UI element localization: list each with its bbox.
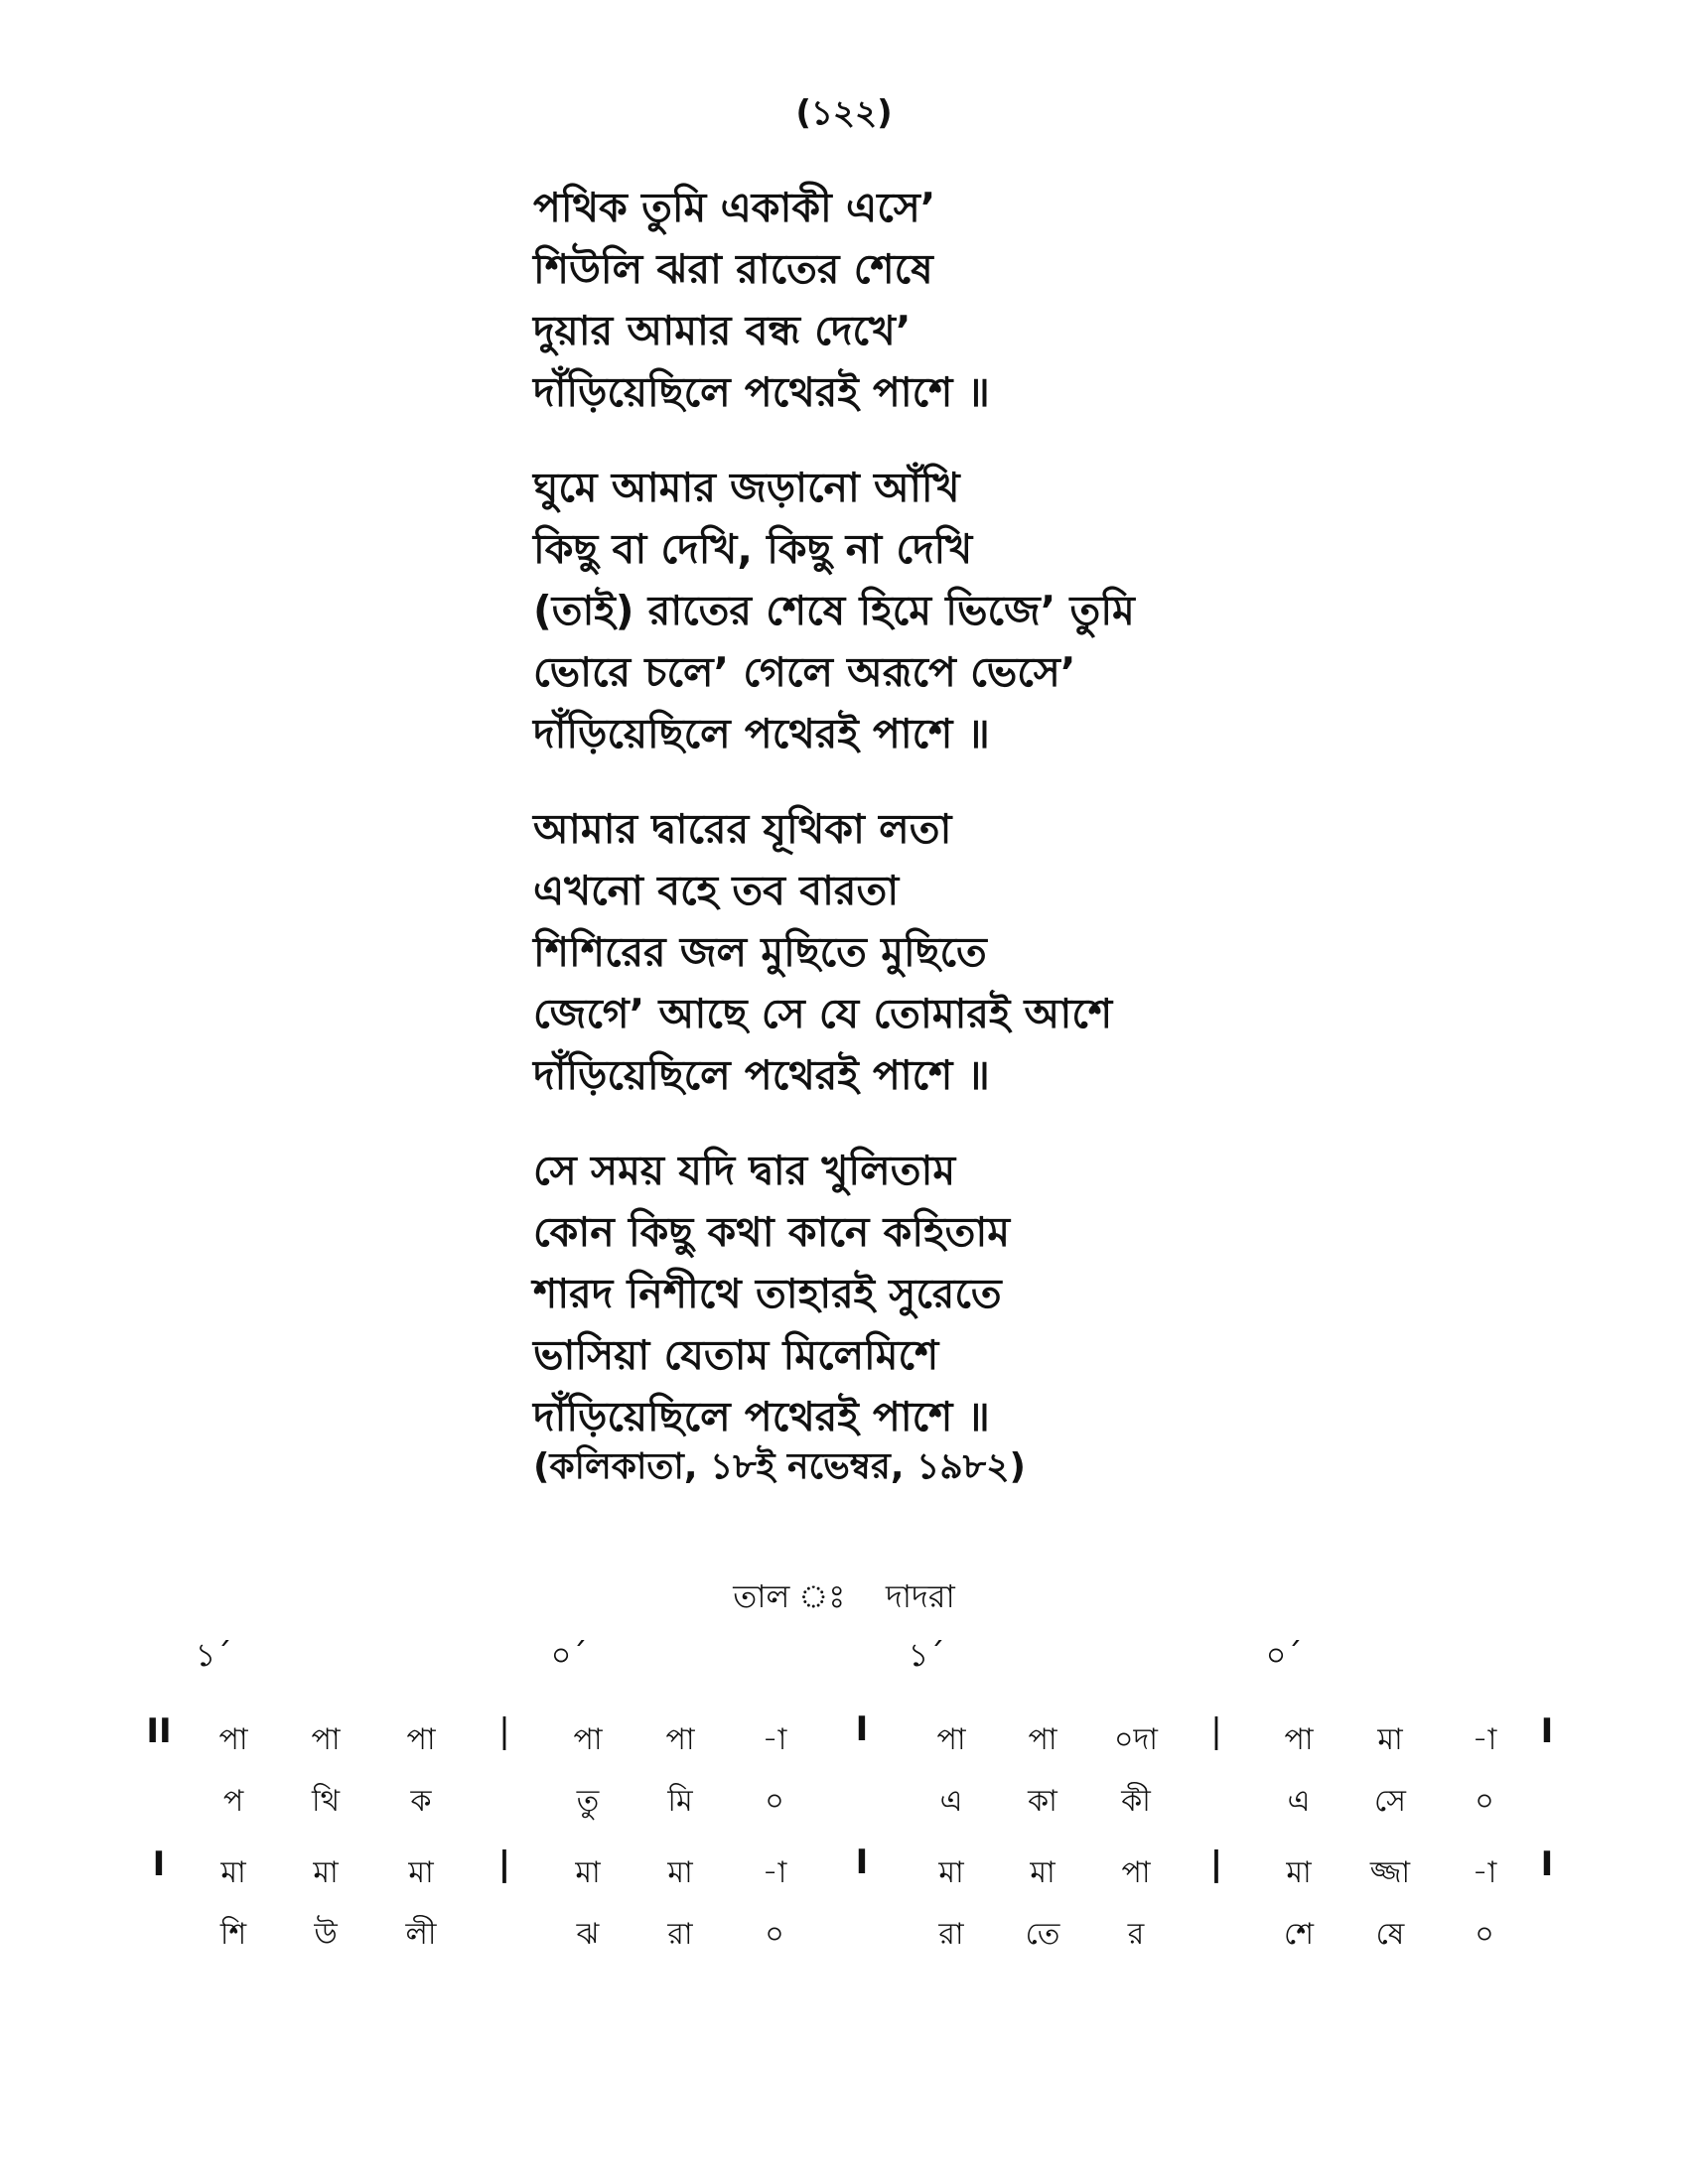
- poem-line: ঘুমে আমার জড়ানো আঁখি: [533, 464, 960, 511]
- poem-line: দাঁড়িয়েছিলে পথেরই পাশে ॥: [533, 710, 990, 757]
- lyric-cell: এ: [1287, 1784, 1311, 1819]
- tala-heading: [0, 1571, 1688, 1625]
- beat-divider: |: [1210, 1711, 1222, 1751]
- note-cell: পা: [218, 1722, 248, 1757]
- lyric-cell: সে: [1374, 1784, 1406, 1819]
- lyric-cell: তে: [1025, 1917, 1060, 1952]
- note-cell: -া: [1472, 1855, 1497, 1890]
- poem: [533, 177, 1645, 1481]
- opening-bar: II: [146, 1711, 172, 1751]
- poem-line: সে সময় যদি দ্বার খুলিতাম: [533, 1147, 956, 1194]
- poem-line: জেগে’ আছে সে যে তোমারই আশে: [533, 990, 1113, 1037]
- lyric-cell: থি: [311, 1784, 340, 1819]
- note-cell: মা: [1377, 1722, 1403, 1757]
- note-cell: ০দা: [1114, 1722, 1158, 1757]
- note-cell: পা: [936, 1722, 966, 1757]
- poem-line: কিছু বা দেখি, কিছু না দেখি: [533, 525, 973, 573]
- lyric-cell: লী: [405, 1917, 437, 1952]
- note-cell: পা: [311, 1722, 341, 1757]
- note-cell: -া: [1472, 1722, 1497, 1757]
- lyric-cell: ০: [1475, 1784, 1494, 1819]
- poem-line: দাঁড়িয়েছিলে পথেরই পাশে ॥: [533, 1051, 990, 1099]
- beat-divider: |: [1209, 1844, 1223, 1884]
- poem-line: শিশিরের জল মুছিতে মুছিতে: [533, 928, 987, 976]
- lyric-cell: উ: [314, 1917, 338, 1952]
- lyric-cell: ষে: [1375, 1917, 1405, 1952]
- note-cell: মা: [575, 1855, 601, 1890]
- note-cell: পা: [1121, 1855, 1151, 1890]
- lyric-cell: মি: [667, 1784, 693, 1819]
- lyric-cell: শে: [1284, 1917, 1314, 1952]
- poem-line: শিউলি ঝরা রাতের শেষে: [533, 245, 933, 293]
- closing-bar: I: [1540, 1711, 1554, 1751]
- note-cell: পা: [1284, 1722, 1314, 1757]
- lyric-cell: র: [1127, 1917, 1145, 1952]
- lyric-cell: তু: [576, 1784, 600, 1819]
- lyric-cell: শি: [219, 1917, 247, 1952]
- lyric-cell: রা: [938, 1917, 964, 1952]
- note-cell: জ্জা: [1369, 1855, 1411, 1890]
- page-number: (১২২): [795, 93, 893, 133]
- lyric-cell: ০: [1475, 1917, 1494, 1952]
- note-cell: মা: [667, 1855, 693, 1890]
- poem-line: ভাসিয়া যেতাম মিলেমিশে: [533, 1331, 939, 1379]
- lyric-cell: কা: [1028, 1784, 1057, 1819]
- poem-line: (তাই) রাতের শেষে হিমে ভিজে’ তুমি: [533, 587, 1135, 634]
- poem-line: আমার দ্বারের যূথিকা লতা: [533, 805, 952, 853]
- note-cell: -া: [762, 1855, 787, 1890]
- poem-line: এখনো বহে তব বারতা: [533, 867, 900, 914]
- poem-line: দাঁড়িয়েছিলে পথেরই পাশে ॥: [533, 368, 990, 416]
- lyric-cell: ০: [765, 1784, 784, 1819]
- note-cell: -া: [762, 1722, 787, 1757]
- lyric-cell: এ: [939, 1784, 963, 1819]
- poem-line: শারদ নিশীথে তাহারই সুরেতে: [533, 1270, 1002, 1317]
- beat-mark: ১´: [908, 1636, 945, 1674]
- beat-mark: ০´: [1265, 1636, 1303, 1674]
- note-cell: মা: [1286, 1855, 1312, 1890]
- lyric-cell: ক: [410, 1784, 432, 1819]
- poem-line: পথিক তুমি একাকী এসে’: [533, 184, 936, 231]
- stanza-4: [533, 1140, 1645, 1447]
- closing-bar: I: [1540, 1844, 1554, 1884]
- poem-line: দুয়ার আমার বন্ধ দেখে’: [533, 307, 912, 354]
- lyric-cell: ঝ: [576, 1917, 600, 1952]
- beat-mark: ০´: [550, 1636, 588, 1674]
- beat-divider: |: [497, 1844, 511, 1884]
- stanza-2: [533, 457, 1645, 764]
- note-cell: পা: [406, 1722, 436, 1757]
- section-bar: I: [855, 1709, 869, 1749]
- stanza-3: [533, 798, 1645, 1106]
- beat-divider: |: [498, 1711, 510, 1751]
- opening-bar: I: [152, 1844, 166, 1884]
- tala-name: দাদরা: [885, 1577, 955, 1615]
- note-cell: মা: [408, 1855, 434, 1890]
- note-cell: পা: [573, 1722, 603, 1757]
- note-cell: পা: [1028, 1722, 1057, 1757]
- tala-label: তাল ঃ: [733, 1577, 846, 1615]
- lyric-cell: ০: [765, 1917, 784, 1952]
- lyric-cell: রা: [667, 1917, 693, 1952]
- note-cell: মা: [220, 1855, 246, 1890]
- note-cell: মা: [313, 1855, 339, 1890]
- beat-mark: ১´: [195, 1636, 232, 1674]
- section-bar: I: [855, 1843, 869, 1882]
- note-cell: মা: [938, 1855, 964, 1890]
- dateline: (কলিকাতা, ১৮ই নভেম্বর, ১৯৮২): [533, 1446, 1026, 1487]
- poem-line: কোন কিছু কথা কানে কহিতাম: [533, 1208, 1011, 1256]
- lyric-cell: কী: [1121, 1784, 1151, 1819]
- poem-line: দাঁড়িয়েছিলে পথেরই পাশে ॥: [533, 1393, 990, 1440]
- note-cell: পা: [665, 1722, 695, 1757]
- lyric-cell: প: [222, 1784, 244, 1819]
- note-cell: মা: [1030, 1855, 1055, 1890]
- stanza-1: [533, 177, 1645, 423]
- poem-line: ভোরে চলে’ গেলে অরূপে ভেসে’: [533, 648, 1076, 696]
